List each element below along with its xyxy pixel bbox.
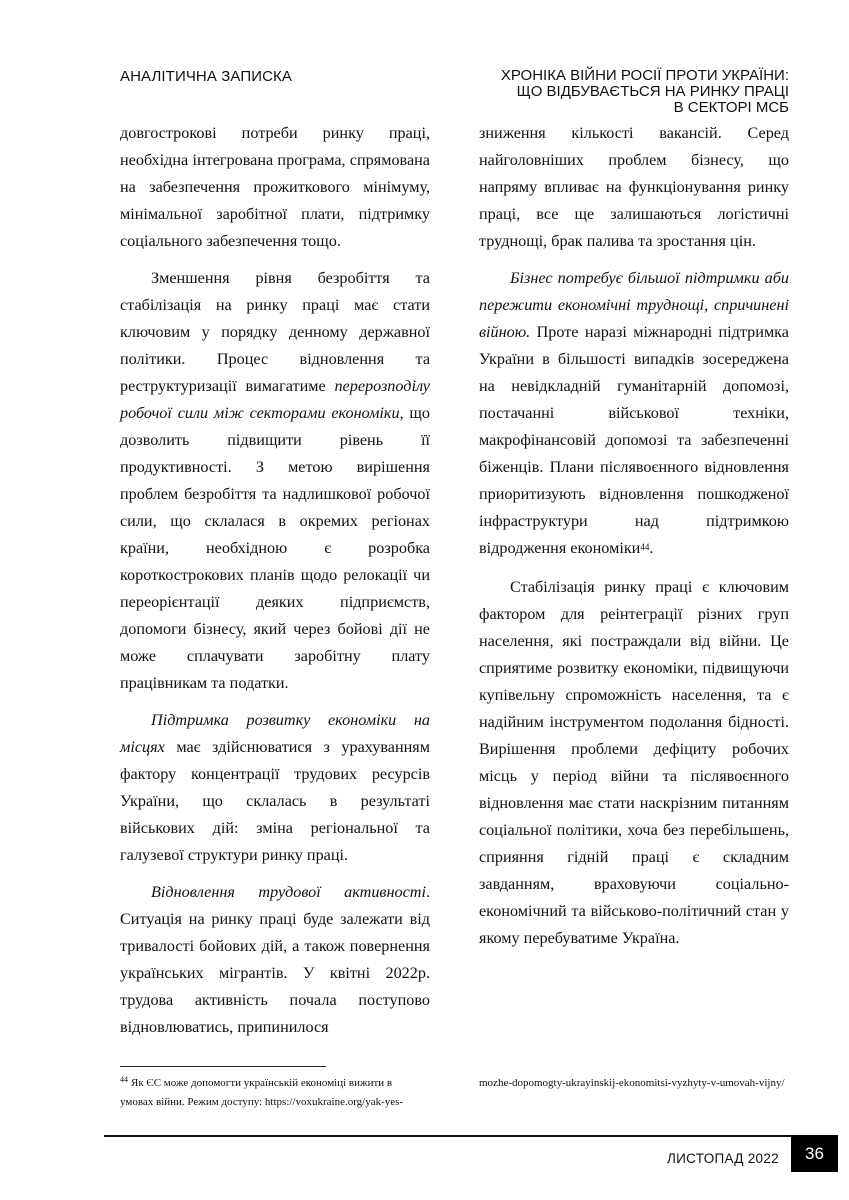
right-column [479, 120, 789, 952]
right-p2-text: Проте наразі міжнародні підтримка України в більшості випадків зосереджена на невідкладній гуманітарній допомозі, постачанні військової техніки, макрофінансовій допомозі та забезпеченні біженців. Плани післявоєнного відновлення приоритизують відновлення пошкодженої інфраструктури над підтримкою відродження економіки [479, 323, 789, 557]
right-p2-end: . [649, 539, 654, 557]
left-column [120, 120, 430, 1041]
left-paragraph-1: довгострокові потреби ринку праці, необхідна інтегрована програма, спрямована на забезпечення прожиткового мінімуму, мінімальної заробітної плати, підтримку соціального забезпечення тощо. [120, 124, 430, 250]
right-paragraph-2 [479, 265, 789, 564]
footnote-number: 44 [120, 1075, 128, 1084]
left-p3-emphasis: Підтримка розвитку економіки на місцях [120, 711, 430, 756]
footnote-left [120, 1074, 420, 1111]
footer-divider [104, 1135, 794, 1137]
header-right-line-2: ЩО ВІДБУВАЄТЬСЯ НА РИНКУ ПРАЦІ [516, 83, 789, 100]
header-right-title [459, 68, 789, 116]
left-p2-emphasis: перерозподілу робочої сили між секторами економіки [120, 377, 430, 422]
header-left-title: АНАЛІТИЧНА ЗАПИСКА [120, 68, 292, 85]
left-p2-text-a: Зменшення рівня безробіття та стабілізація на ринку праці має стати ключовим у порядку денному державної політики. Процес відновлення та реструктуризації вимагатиме [120, 269, 430, 395]
right-p2-emphasis: Бізнес потребує більшої підтримки аби пережити економічні труднощі, спричинені війною. [479, 269, 789, 341]
left-p4-emphasis: Відновлення трудової активності [151, 883, 426, 901]
header-right-line-1: ХРОНІКА ВІЙНИ РОСІЇ ПРОТИ УКРАЇНИ: [500, 67, 789, 84]
footer-date: ЛИСТОПАД 2022 [667, 1151, 779, 1166]
left-p3-text: має здійснюватися з урахуванням фактору концентрації трудових ресурсів України, що склалась в результаті військових дій: зміна регіональної та галузевої структури ринку праці. [120, 738, 430, 864]
footnote-divider [120, 1066, 326, 1067]
page-number: 36 [791, 1135, 838, 1172]
right-paragraph-3: Стабілізація ринку праці є ключовим фактором для реінтеграції різних груп населення, які постраждали від війни. Це сприятиме розвитку економіки, підвищуючи купівельну спроможність населення, та є надійним інструментом подолання бідності. Вирішення проблеми дефіциту робочих місць у період війни та післявоєнного відновлення має стати наскрізним питанням соціальної політики, хоча без перебільшень, сприяння гідній праці є складним завданням, враховуючи соціально-економічний та військово-політичний стан у якому перебуватиме Україна. [479, 578, 789, 947]
left-p4-text: . Ситуація на ринку праці буде залежати від тривалості бойових дій, а також повернення українських мігрантів. У квітні 2022р. трудова активність почала поступово відновлюватись, припинилося [120, 883, 430, 1036]
header-right-line-3: В СЕКТОРІ МСБ [673, 99, 789, 116]
right-paragraph-1: зниження кількості вакансій. Серед найголовніших проблем бізнесу, що напряму впливає на функціонування ринку праці, все ще залишаються логістичні труднощі, брак палива та зростання цін. [479, 124, 789, 250]
footnote-right[interactable]: mozhe-dopomogty-ukrayinskij-ekonomitsi-vyzhyty-v-umovah-vijny/ [479, 1077, 785, 1089]
footnote-text-left[interactable]: Як ЄС може допомогти українській економіці вижити в умовах війни. Режим доступу: https://voxukraine.org/yak-yes- [120, 1077, 404, 1108]
footnote-reference[interactable]: 44 [640, 542, 650, 552]
left-p2-text-b: , що дозволить підвищити рівень її продуктивності. З метою вирішення проблем безробіття та надлишкової робочої сили, що склалася в окремих регіонах країни, необхідною є розробка короткострокових планів щодо релокації чи переорієнтації деяких підприємств, допомоги бізнесу, який через бойові дії не може сплачувати заробітну плату працівникам та податки. [120, 404, 430, 692]
left-paragraph-3 [120, 707, 430, 869]
left-paragraph-2 [120, 265, 430, 697]
left-paragraph-4 [120, 879, 430, 1041]
